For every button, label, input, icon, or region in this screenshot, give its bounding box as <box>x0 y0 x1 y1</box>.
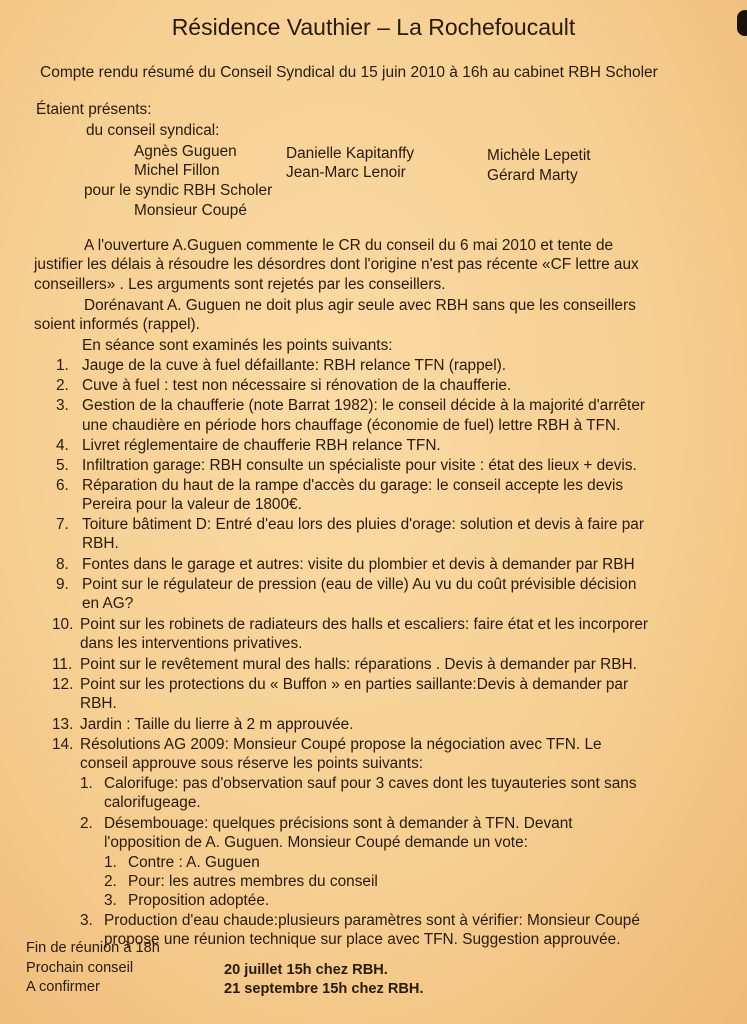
item-text: RBH. <box>80 695 117 712</box>
present-heading: Étaient présents: <box>36 101 152 118</box>
item-number: 6. <box>56 477 69 494</box>
item-text: Fontes dans le garage et autres: visite du plombier et devis à demander par RBH <box>82 556 635 573</box>
item-number: 9. <box>56 576 69 593</box>
subitem-number: 3. <box>80 912 93 929</box>
intro-line: soient informés (rappel). <box>34 316 200 333</box>
item-text: Toiture bâtiment D: Entré d'eau lors des pluies d'orage: solution et devis à faire par <box>82 516 644 533</box>
subitem-number: 1. <box>80 775 93 792</box>
item-number: 8. <box>56 556 69 573</box>
item-text: Gestion de la chaufferie (note Barrat 1982): le conseil décide à la majorité d'arrêter <box>82 397 646 414</box>
item-text: Résolutions AG 2009: Monsieur Coupé propose la négociation avec TFN. Le <box>80 736 602 753</box>
vote-number: 2. <box>104 873 117 890</box>
next-meeting-label: Prochain conseil <box>26 960 134 976</box>
item-number: 12. <box>52 676 74 693</box>
subitem-text: l'opposition de A. Guguen. Monsieur Coupé demande un vote: <box>104 834 528 851</box>
item-number: 10. <box>52 616 74 633</box>
member-name: Agnès Guguen <box>134 143 237 160</box>
intro-line: Dorénavant A. Guguen ne doit plus agir seule avec RBH sans que les conseillers <box>84 297 636 314</box>
item-text: Infiltration garage: RBH consulte un spécialiste pour visite : état des lieux + devis. <box>82 457 637 474</box>
intro-line: justifier les délais à résoudre les désordres dont l'origine n'est pas récente «CF lettre aux <box>34 256 639 273</box>
item-text: Point sur les robinets de radiateurs des halls et escaliers: faire état et les incorporer <box>80 616 649 633</box>
confirm-label: A confirmer <box>26 979 100 995</box>
item-text: Point sur les protections du « Buffon » en parties saillante:Devis à demander par <box>80 676 629 693</box>
item-text: Cuve à fuel : test non nécessaire si rénovation de la chaufferie. <box>82 377 512 394</box>
subitem-text: Production d'eau chaude:plusieurs paramètres sont à vérifier: Monsieur Coupé <box>104 912 640 929</box>
item-text: Réparation du haut de la rampe d'accès du garage: le conseil accepte les devis <box>82 477 624 494</box>
document-subtitle: Compte rendu résumé du Conseil Syndical du 15 juin 2010 à 16h au cabinet RBH Scholer <box>40 64 658 81</box>
item-text: Jauge de la cuve à fuel défaillante: RBH relance TFN (rappel). <box>82 357 507 374</box>
subitem-text: Calorifuge: pas d'observation sauf pour 3 caves dont les tuyauteries sont sans <box>104 775 637 792</box>
vote-text: Pour: les autres membres du conseil <box>128 873 378 890</box>
item-number: 2. <box>56 377 69 394</box>
meeting-end: Fin de réunion à 18h <box>26 940 160 956</box>
member-name: Michèle Lepetit <box>487 147 591 164</box>
subitem-text: Désembouage: quelques précisions sont à demander à TFN. Devant <box>104 815 573 832</box>
intro-line: conseillers» . Les arguments sont rejetés par les conseillers. <box>34 276 446 293</box>
subitem-text: calorifugeage. <box>104 794 201 811</box>
item-text: en AG? <box>82 595 134 612</box>
vote-number: 3. <box>104 892 117 909</box>
member-name: Michel Fillon <box>134 162 220 179</box>
item-number: 11. <box>52 656 73 673</box>
item-text: dans les interventions privatives. <box>80 635 303 652</box>
item-number: 3. <box>56 397 69 414</box>
item-text: Pereira pour la valeur de 1800€. <box>82 496 302 513</box>
item-text: Jardin : Taille du lierre à 2 m approuvée. <box>80 716 354 733</box>
item-text: conseil approuve sous réserve les points suivants: <box>80 755 424 772</box>
item-text: une chaudière en période hors chauffage (économie de fuel) lettre RBH à TFN. <box>82 417 621 434</box>
confirm-value: 21 septembre 15h chez RBH. <box>224 981 424 997</box>
item-text: RBH. <box>82 535 119 552</box>
item-text: Livret réglementaire de chaufferie RBH relance TFN. <box>82 437 441 454</box>
item-number: 4. <box>56 437 69 454</box>
item-number: 5. <box>56 457 69 474</box>
vote-number: 1. <box>104 854 117 871</box>
subitem-text: propose une réunion technique sur place avec TFN. Suggestion approuvée. <box>104 931 621 948</box>
intro-line: A l'ouverture A.Guguen commente le CR du conseil du 6 mai 2010 et tente de <box>84 237 614 254</box>
item-text: Point sur le revêtement mural des halls: réparations . Devis à demander par RBH. <box>80 656 637 673</box>
item-number: 13. <box>52 716 74 733</box>
next-meeting-value: 20 juillet 15h chez RBH. <box>224 962 388 978</box>
member-name: Jean-Marc Lenoir <box>286 164 406 181</box>
member-name: Gérard Marty <box>487 167 578 184</box>
item-number: 1. <box>56 357 69 374</box>
council-label: du conseil syndical: <box>86 122 220 139</box>
item-text: Point sur le régulateur de pression (eau de ville) Au vu du coût prévisible décision <box>82 576 637 593</box>
subitem-number: 2. <box>80 815 93 832</box>
document-title: Résidence Vauthier – La Rochefoucault <box>171 14 576 40</box>
item-number: 7. <box>56 516 69 533</box>
syndic-name: Monsieur Coupé <box>134 202 247 219</box>
member-name: Danielle Kapitanffy <box>286 145 415 162</box>
syndic-label: pour le syndic RBH Scholer <box>84 182 273 199</box>
vote-text: Contre : A. Guguen <box>128 854 260 871</box>
intro-line: En séance sont examinés les points suivants: <box>82 337 393 354</box>
vote-text: Proposition adoptée. <box>128 892 270 909</box>
item-number: 14. <box>52 736 74 753</box>
